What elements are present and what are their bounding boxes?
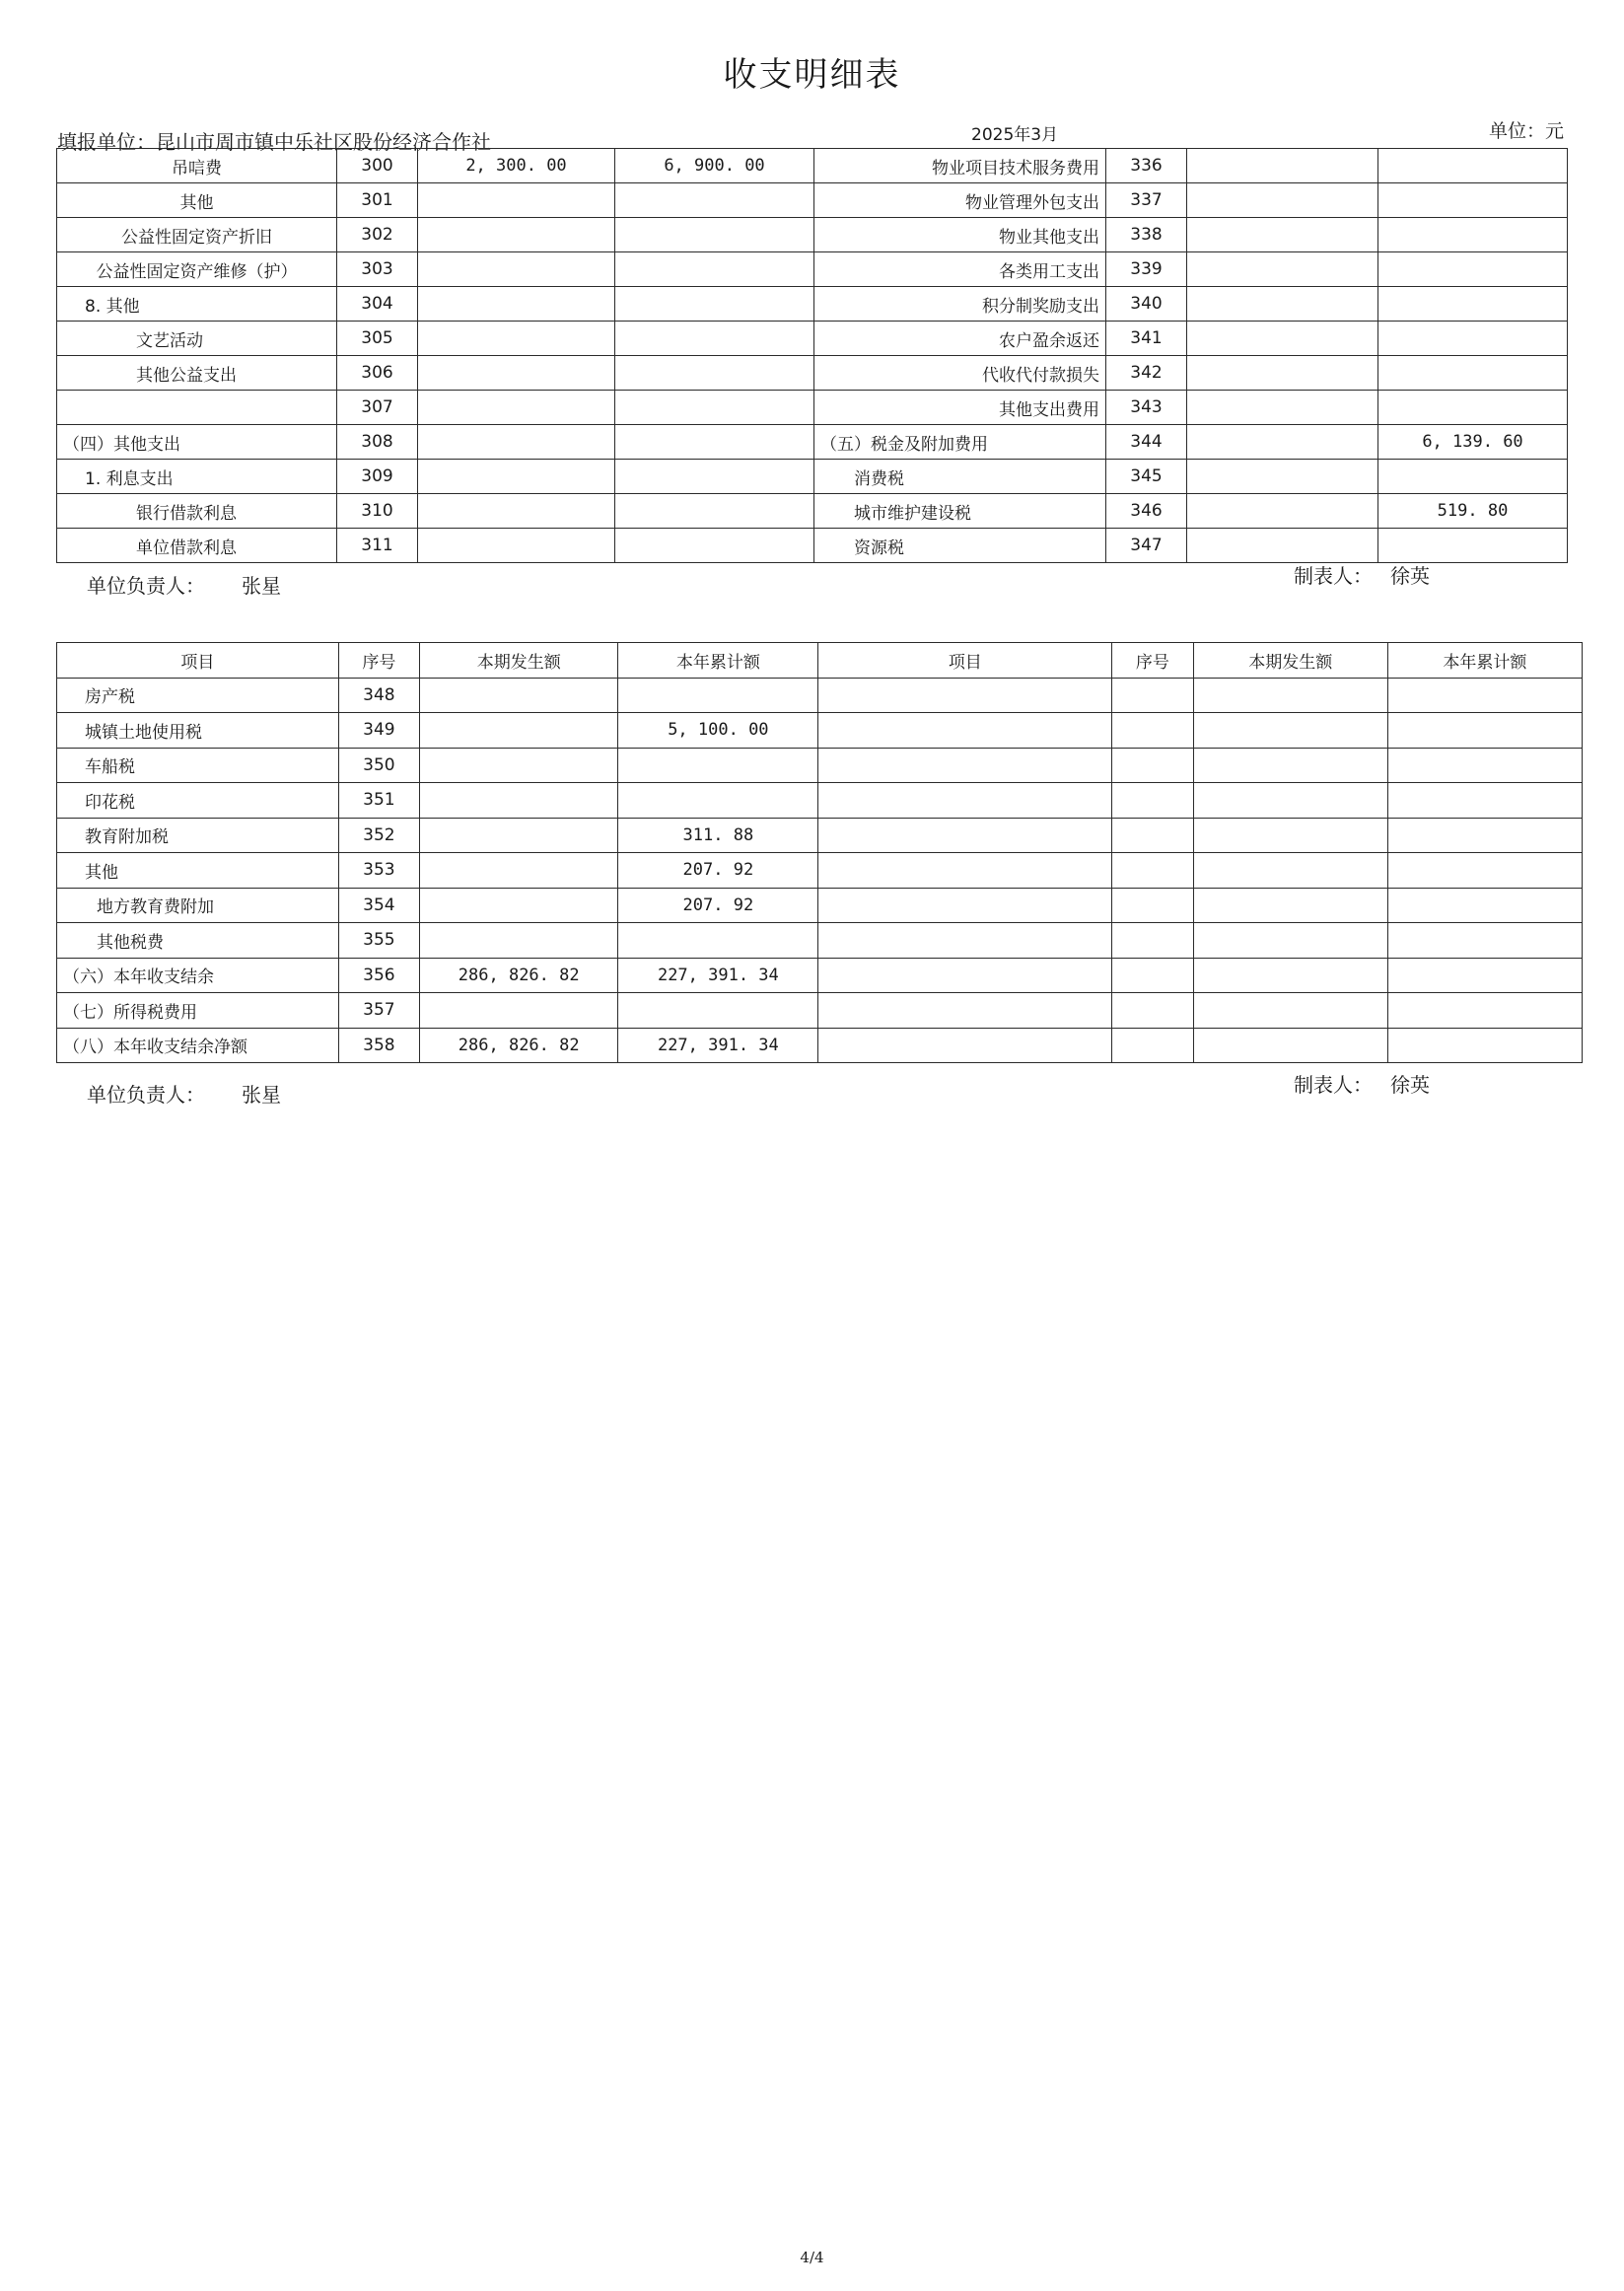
ytd-amount [615, 425, 814, 460]
table-row [57, 252, 1568, 287]
row-item: 其他 [57, 853, 339, 889]
current-amount [1187, 149, 1378, 183]
table-row [57, 783, 1583, 819]
row-seq: 311 [337, 529, 418, 563]
table-header-row [57, 643, 1583, 679]
ytd-amount: 227, 391. 34 [618, 1028, 818, 1063]
current-amount [1187, 425, 1378, 460]
ytd-amount: 311. 88 [618, 818, 818, 853]
row-item: 其他支出费用 [814, 391, 1106, 425]
table-row [57, 993, 1583, 1029]
ytd-amount [615, 529, 814, 563]
row-seq: 354 [338, 888, 419, 923]
row-seq: 342 [1106, 356, 1187, 391]
header-seq: 序号 [1112, 643, 1193, 679]
row-item: （六）本年收支结余 [57, 958, 339, 993]
table-row [57, 529, 1568, 563]
ytd-amount: 519. 80 [1378, 494, 1568, 529]
preparer-label: 制表人： [1294, 564, 1373, 588]
current-amount [418, 391, 615, 425]
current-amount [1187, 356, 1378, 391]
row-seq: 307 [337, 391, 418, 425]
row-seq: 301 [337, 183, 418, 218]
row-item: 资源税 [814, 529, 1106, 563]
current-amount: 2, 300. 00 [418, 149, 615, 183]
row-item: （四）其他支出 [57, 425, 337, 460]
ytd-amount [615, 322, 814, 356]
empty-cell [818, 678, 1112, 713]
row-seq: 343 [1106, 391, 1187, 425]
row-item: 教育附加税 [57, 818, 339, 853]
ytd-amount [618, 923, 818, 959]
row-item: 吊唁费 [57, 149, 337, 183]
responsible-name: 张星 [242, 574, 281, 598]
ytd-amount [615, 494, 814, 529]
row-item: 农户盈余返还 [814, 322, 1106, 356]
current-amount [1187, 391, 1378, 425]
row-item: （八）本年收支结余净额 [57, 1028, 339, 1063]
page-number: 4/4 [800, 2249, 824, 2266]
header-item: 项目 [57, 643, 339, 679]
row-item: 其他公益支出 [57, 356, 337, 391]
empty-cell [818, 958, 1112, 993]
current-amount [420, 713, 618, 749]
header-seq: 序号 [338, 643, 419, 679]
ytd-amount: 207. 92 [618, 853, 818, 889]
row-seq: 341 [1106, 322, 1187, 356]
row-item: 公益性固定资产折旧 [57, 218, 337, 252]
empty-cell [1193, 678, 1387, 713]
row-item: 其他 [57, 183, 337, 218]
row-item: 积分制奖励支出 [814, 287, 1106, 322]
row-seq: 350 [338, 748, 419, 783]
row-item: 物业管理外包支出 [814, 183, 1106, 218]
row-seq: 308 [337, 425, 418, 460]
empty-cell [1387, 818, 1582, 853]
current-amount [420, 888, 618, 923]
header-ytd: 本年累计额 [1387, 643, 1582, 679]
row-seq: 309 [337, 460, 418, 494]
current-amount [1187, 183, 1378, 218]
current-amount [1187, 287, 1378, 322]
ytd-amount [618, 783, 818, 819]
ytd-amount [615, 252, 814, 287]
row-seq: 352 [338, 818, 419, 853]
row-seq: 302 [337, 218, 418, 252]
empty-cell [1112, 958, 1193, 993]
row-item: 8. 其他 [57, 287, 337, 322]
table-row [57, 149, 1568, 183]
row-seq: 306 [337, 356, 418, 391]
row-seq: 340 [1106, 287, 1187, 322]
empty-cell [818, 748, 1112, 783]
row-seq: 358 [338, 1028, 419, 1063]
row-item: 城市维护建设税 [814, 494, 1106, 529]
row-item: 文艺活动 [57, 322, 337, 356]
empty-cell [1112, 993, 1193, 1029]
ytd-amount [1378, 322, 1568, 356]
row-item: 印花税 [57, 783, 339, 819]
header-current: 本期发生额 [1193, 643, 1387, 679]
report-period: 2025年3月 [971, 125, 1059, 145]
row-item: 车船税 [57, 748, 339, 783]
ytd-amount [618, 993, 818, 1029]
empty-cell [1193, 748, 1387, 783]
ytd-amount: 6, 139. 60 [1378, 425, 1568, 460]
empty-cell [1387, 853, 1582, 889]
expense-detail-table-1 [56, 148, 1568, 563]
empty-cell [1387, 1028, 1582, 1063]
ytd-amount [615, 356, 814, 391]
current-amount [420, 748, 618, 783]
row-item: （五）税金及附加费用 [814, 425, 1106, 460]
table-row [57, 218, 1568, 252]
empty-cell [1112, 818, 1193, 853]
header-current: 本期发生额 [420, 643, 618, 679]
current-amount [418, 287, 615, 322]
empty-cell [1193, 783, 1387, 819]
ytd-amount [1378, 183, 1568, 218]
empty-cell [1193, 853, 1387, 889]
current-amount [420, 923, 618, 959]
table-row [57, 460, 1568, 494]
current-amount [420, 853, 618, 889]
ytd-amount [1378, 529, 1568, 563]
responsible-label: 单位负责人： [87, 574, 205, 598]
table-row [57, 322, 1568, 356]
expense-detail-table-2 [56, 642, 1583, 1063]
row-item: 单位借款利息 [57, 529, 337, 563]
row-seq: 344 [1106, 425, 1187, 460]
empty-cell [818, 783, 1112, 819]
empty-cell [818, 713, 1112, 749]
empty-cell [1193, 713, 1387, 749]
current-amount [420, 818, 618, 853]
empty-cell [1387, 678, 1582, 713]
preparer-label: 制表人： [1294, 1073, 1373, 1097]
table-row [57, 494, 1568, 529]
ytd-amount [618, 678, 818, 713]
row-item: 物业项目技术服务费用 [814, 149, 1106, 183]
current-amount [418, 425, 615, 460]
row-seq: 338 [1106, 218, 1187, 252]
row-item: 1. 利息支出 [57, 460, 337, 494]
empty-cell [1193, 818, 1387, 853]
ytd-amount [615, 460, 814, 494]
ytd-amount [1378, 287, 1568, 322]
current-amount [418, 218, 615, 252]
row-item [57, 391, 337, 425]
responsible-name: 张星 [242, 1083, 281, 1107]
ytd-amount [615, 218, 814, 252]
table-row [57, 287, 1568, 322]
empty-cell [1193, 888, 1387, 923]
current-amount [418, 494, 615, 529]
empty-cell [818, 993, 1112, 1029]
ytd-amount: 5, 100. 00 [618, 713, 818, 749]
table-row [57, 713, 1583, 749]
empty-cell [1112, 888, 1193, 923]
empty-cell [1112, 923, 1193, 959]
empty-cell [1387, 923, 1582, 959]
current-amount [418, 183, 615, 218]
currency-unit: 单位：元 [1489, 120, 1565, 142]
ytd-amount [1378, 218, 1568, 252]
row-item: 地方教育费附加 [57, 888, 339, 923]
current-amount [420, 993, 618, 1029]
row-seq: 348 [338, 678, 419, 713]
reporting-unit: 填报单位：昆山市周市镇中乐社区股份经济合作社 [57, 130, 491, 154]
row-item: 物业其他支出 [814, 218, 1106, 252]
row-item: 消费税 [814, 460, 1106, 494]
empty-cell [1193, 958, 1387, 993]
ytd-amount [1378, 356, 1568, 391]
empty-cell [1112, 748, 1193, 783]
empty-cell [818, 888, 1112, 923]
empty-cell [818, 923, 1112, 959]
current-amount [418, 460, 615, 494]
ytd-amount [1378, 460, 1568, 494]
empty-cell [1112, 783, 1193, 819]
table-row [57, 923, 1583, 959]
current-amount [1187, 460, 1378, 494]
current-amount: 286, 826. 82 [420, 1028, 618, 1063]
ytd-amount [615, 287, 814, 322]
row-seq: 310 [337, 494, 418, 529]
table-row [57, 748, 1583, 783]
ytd-amount [618, 748, 818, 783]
table-row [57, 958, 1583, 993]
row-item: 银行借款利息 [57, 494, 337, 529]
row-seq: 355 [338, 923, 419, 959]
row-seq: 353 [338, 853, 419, 889]
empty-cell [1387, 713, 1582, 749]
table-row [57, 818, 1583, 853]
row-seq: 351 [338, 783, 419, 819]
ytd-amount: 6, 900. 00 [615, 149, 814, 183]
row-seq: 356 [338, 958, 419, 993]
row-seq: 347 [1106, 529, 1187, 563]
ytd-amount [615, 391, 814, 425]
row-seq: 304 [337, 287, 418, 322]
current-amount [420, 783, 618, 819]
empty-cell [1112, 853, 1193, 889]
table-row [57, 853, 1583, 889]
row-item: 房产税 [57, 678, 339, 713]
row-seq: 305 [337, 322, 418, 356]
header-item: 项目 [818, 643, 1112, 679]
empty-cell [818, 1028, 1112, 1063]
row-item: 代收代付款损失 [814, 356, 1106, 391]
empty-cell [1387, 888, 1582, 923]
preparer-name: 徐英 [1390, 564, 1430, 588]
ytd-amount [1378, 149, 1568, 183]
empty-cell [818, 818, 1112, 853]
empty-cell [1193, 993, 1387, 1029]
current-amount [1187, 322, 1378, 356]
empty-cell [818, 853, 1112, 889]
row-seq: 337 [1106, 183, 1187, 218]
row-seq: 336 [1106, 149, 1187, 183]
current-amount [420, 678, 618, 713]
header-ytd: 本年累计额 [618, 643, 818, 679]
row-item: 各类用工支出 [814, 252, 1106, 287]
ytd-amount [1378, 252, 1568, 287]
row-seq: 339 [1106, 252, 1187, 287]
ytd-amount: 227, 391. 34 [618, 958, 818, 993]
empty-cell [1193, 923, 1387, 959]
table-row [57, 183, 1568, 218]
row-item: 其他税费 [57, 923, 339, 959]
current-amount [418, 529, 615, 563]
current-amount [1187, 529, 1378, 563]
empty-cell [1193, 1028, 1387, 1063]
row-item: 城镇土地使用税 [57, 713, 339, 749]
page-title: 收支明细表 [723, 55, 901, 95]
current-amount [418, 322, 615, 356]
current-amount [1187, 252, 1378, 287]
row-seq: 345 [1106, 460, 1187, 494]
responsible-label: 单位负责人： [87, 1083, 205, 1107]
empty-cell [1112, 713, 1193, 749]
table-row [57, 888, 1583, 923]
table-row [57, 678, 1583, 713]
current-amount [1187, 494, 1378, 529]
row-seq: 357 [338, 993, 419, 1029]
ytd-amount [1378, 391, 1568, 425]
table-row [57, 356, 1568, 391]
row-item: （七）所得税费用 [57, 993, 339, 1029]
row-seq: 346 [1106, 494, 1187, 529]
empty-cell [1112, 678, 1193, 713]
current-amount: 286, 826. 82 [420, 958, 618, 993]
row-seq: 303 [337, 252, 418, 287]
current-amount [1187, 218, 1378, 252]
ytd-amount: 207. 92 [618, 888, 818, 923]
table-row [57, 425, 1568, 460]
empty-cell [1112, 1028, 1193, 1063]
row-item: 公益性固定资产维修（护） [57, 252, 337, 287]
current-amount [418, 356, 615, 391]
ytd-amount [615, 183, 814, 218]
empty-cell [1387, 993, 1582, 1029]
table-row [57, 391, 1568, 425]
empty-cell [1387, 958, 1582, 993]
preparer-name: 徐英 [1390, 1073, 1430, 1097]
current-amount [418, 252, 615, 287]
empty-cell [1387, 748, 1582, 783]
row-seq: 349 [338, 713, 419, 749]
row-seq: 300 [337, 149, 418, 183]
empty-cell [1387, 783, 1582, 819]
table-row [57, 1028, 1583, 1063]
